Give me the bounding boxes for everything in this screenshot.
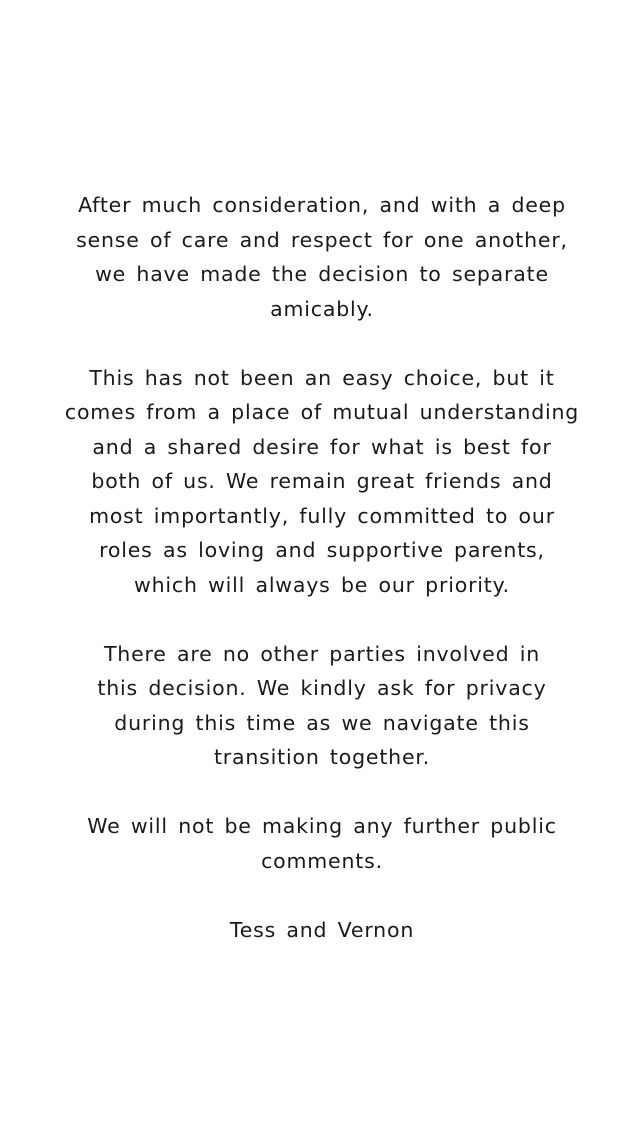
- text-line: we have made the decision to separate: [95, 262, 549, 286]
- paragraph-2: [0, 361, 644, 603]
- text-line: comments.: [261, 848, 383, 873]
- paragraph-3: [0, 637, 644, 775]
- paragraph-4: [0, 809, 644, 878]
- statement-text: [0, 188, 644, 947]
- text-line: sense of care and respect for one another,: [76, 227, 568, 252]
- text-line: This has not been an easy choice, but it: [89, 365, 555, 390]
- text-line: transition together.: [213, 745, 431, 769]
- text-line: during this time as we navigate this: [114, 710, 530, 735]
- text-line: After much consideration, and with a deep: [78, 193, 566, 217]
- text-line: There are no other parties involved in: [103, 641, 541, 666]
- text-line: and a shared desire for what is best for: [92, 434, 552, 459]
- text-line: comes from a place of mutual understanding: [64, 400, 580, 424]
- text-line: roles as loving and supportive parents,: [99, 538, 545, 562]
- text-line: this decision. We kindly ask for privacy: [97, 676, 547, 700]
- text-line: We will not be making any further public: [87, 814, 557, 838]
- text-line: which will always be our priority.: [134, 572, 510, 597]
- text-line: most importantly, fully committed to our: [89, 503, 555, 528]
- text-line: both of us. We remain great friends and: [91, 469, 553, 493]
- signature: [0, 913, 644, 948]
- signature-text: Tess and Vernon: [229, 917, 415, 942]
- paragraph-1: [0, 188, 644, 326]
- text-line: amicably.: [270, 296, 374, 321]
